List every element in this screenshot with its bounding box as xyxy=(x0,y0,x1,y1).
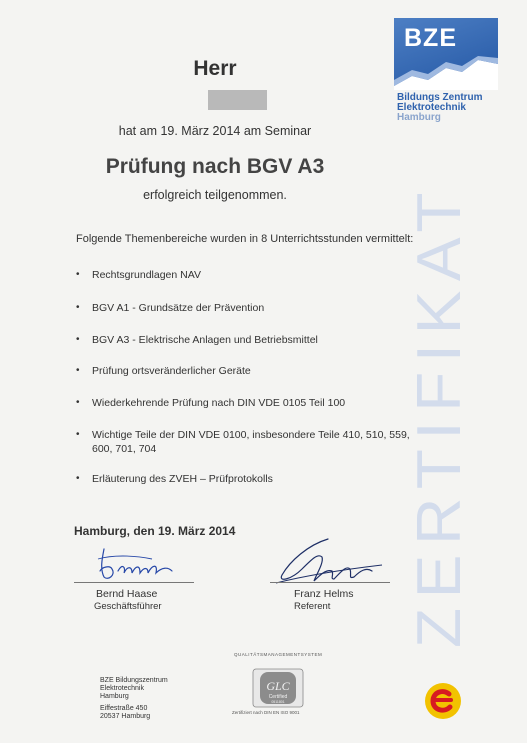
course-title: Prüfung nach BGV A3 xyxy=(105,155,325,178)
qm-seal-icon xyxy=(252,668,304,708)
bullet-icon: • xyxy=(76,334,80,345)
watermark-text: ZERTIFIKAT xyxy=(405,208,474,648)
footer-org-1: BZE Bildungszentrum xyxy=(100,677,168,684)
bullet-icon: • xyxy=(76,473,80,484)
salutation: Herr xyxy=(193,57,237,80)
bullet-icon: • xyxy=(76,365,80,376)
footer-org-2: Elektrotechnik xyxy=(100,685,144,692)
qm-certified: Certified xyxy=(268,694,288,700)
bullet-icon: • xyxy=(76,429,80,440)
signer-role: Geschäftsführer xyxy=(94,601,162,612)
logo-line-2: Elektrotechnik xyxy=(397,102,466,113)
logo-line-3: Hamburg xyxy=(397,112,441,123)
logo-mark: BZE xyxy=(404,24,457,52)
topics-intro: Folgende Themenbereiche wurden in 8 Unterrichtsstunden vermittelt: xyxy=(76,233,414,245)
qm-mark: GLC xyxy=(266,679,290,693)
signer-role: Referent xyxy=(294,601,331,612)
signature-line xyxy=(270,582,390,583)
qm-note: Zertifiziert nach DIN EN ISO 9001 xyxy=(232,710,300,715)
logo-line-1: Bildungs Zentrum xyxy=(397,92,483,103)
qm-label: QUALITÄTSMANAGEMENTSYSTEM xyxy=(234,652,323,657)
signature-haase xyxy=(92,545,182,585)
footer-org-3: Hamburg xyxy=(100,693,129,700)
signature-line xyxy=(74,582,194,583)
bullet-icon: • xyxy=(76,302,80,313)
footer-city: 20537 Hamburg xyxy=(100,713,151,720)
qm-number: 0511801 xyxy=(271,700,285,704)
bullet-icon: • xyxy=(76,269,80,280)
place-date: Hamburg, den 19. März 2014 xyxy=(74,524,236,538)
signer-name: Franz Helms xyxy=(294,588,354,600)
e-marke-icon xyxy=(423,681,463,721)
bullet-icon: • xyxy=(76,397,80,408)
footer-street: Eiffestraße 450 xyxy=(100,705,148,712)
seminar-line: hat am 19. März 2014 am Seminar xyxy=(118,124,312,138)
name-redaction-bar xyxy=(208,90,267,110)
success-line: erfolgreich teilgenommen. xyxy=(143,188,287,202)
signer-name: Bernd Haase xyxy=(96,588,158,600)
